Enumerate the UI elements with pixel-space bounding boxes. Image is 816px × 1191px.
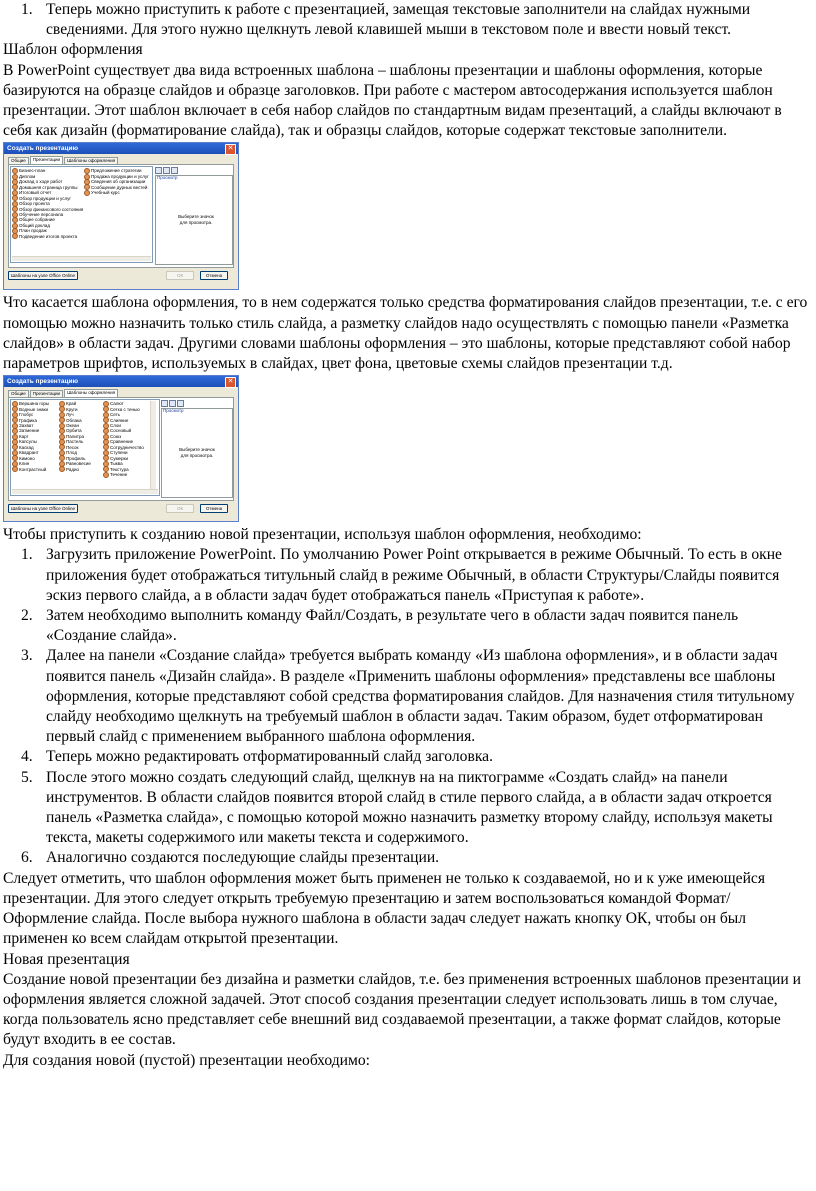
vertical-scrollbar[interactable] <box>150 401 156 489</box>
list-item <box>0 848 816 868</box>
list-item[interactable]: Каскад <box>12 445 49 450</box>
list-item[interactable]: Течение <box>103 472 144 477</box>
list-text: Далее на панели «Создание слайда» требуется выбрать команду «Из шаблона оформления», и в области задач появится панель «Дизайн слайда». В разделе «Применить шаблоны оформления» представлены все шаблоны оформления, которые представляют собой средства форматирования слайдов. Для назначения стиля титульному слайду необходимо щелкнуть на требуемый шаблон в области задач. Таким образом, будет отформатирован первый слайд с применением выбранного шаблона оформления. <box>46 647 795 746</box>
office-online-button[interactable]: Шаблоны на узле Office Online <box>8 504 78 513</box>
list-item <box>0 0 816 40</box>
list-item[interactable]: Водные знаки <box>12 407 49 412</box>
list-item[interactable]: Общее собрание <box>12 217 83 222</box>
tab-general[interactable]: Общие <box>8 157 29 164</box>
close-icon[interactable]: ✕ <box>225 377 236 388</box>
list-item <box>0 768 816 849</box>
list-item[interactable]: Равновесие <box>59 461 91 466</box>
list-item[interactable]: Вершина горы <box>12 401 49 406</box>
list-item[interactable]: Радио <box>59 466 91 471</box>
list-item[interactable]: Орбита <box>59 428 91 433</box>
list-item[interactable]: Край <box>59 401 91 406</box>
list-item[interactable]: План продаж <box>12 228 83 233</box>
preview-pane <box>161 408 233 498</box>
paragraph-template-types: В PowerPoint существует два вида встроенных шаблона – шаблоны презентации и шаблоны оформления, которые базируются на образце слайдов и образце заголовков. При работе с мастером автосодержания используется шаблон презентации. Этот шаблон включает в себя набор слайдов по стандартным видам презентаций, а слайды включают в себя как дизайн (форматирование слайда), так и образцы слайдов, которые содержат текстовые заполнители. <box>3 61 782 140</box>
list-item <box>0 646 816 747</box>
intro-list <box>0 0 816 40</box>
template-icon <box>12 233 18 239</box>
list-text: Теперь можно редактировать отформатированный слайд заголовка. <box>46 748 493 766</box>
template-column <box>12 401 49 472</box>
ok-button[interactable]: ОК <box>166 271 194 280</box>
template-column <box>59 401 91 472</box>
list-item[interactable]: Контрастный <box>12 466 49 471</box>
list-item[interactable]: Клин <box>12 461 49 466</box>
template-list[interactable] <box>10 166 153 263</box>
template-icon <box>84 190 90 196</box>
list-item[interactable]: Луч <box>59 412 91 417</box>
list-item[interactable]: Слои <box>103 423 144 428</box>
list-item[interactable]: Домашняя страница группы <box>12 185 83 190</box>
list-item <box>0 606 816 646</box>
paragraph-new-presentation: Создание новой презентации без дизайна и разметки слайдов, т.е. без применения встроенных шаблонов презентации и оформления является сложной задачей. Этот способ создания презентации следует использовать лишь в том случае, когда пользователь ясно представляет себе внешний вид создаваемой презентации, а также формат слайдов, которые будут входить в ее состав. <box>3 970 801 1049</box>
create-presentation-dialog-design-templates <box>3 375 239 522</box>
ok-button[interactable]: ОК <box>166 504 194 513</box>
list-item[interactable]: Союз <box>103 434 144 439</box>
list-text: Затем необходимо выполнить команду Файл/Создать, в результате чего в области задач появится панель «Создание слайда». <box>46 607 739 645</box>
list-item[interactable]: Сеть <box>103 412 144 417</box>
list-item[interactable]: Сообщение дурных вестей <box>84 185 149 190</box>
preview-label: Просмотр <box>163 408 184 414</box>
list-item[interactable]: Глобус <box>12 412 49 417</box>
horizontal-scrollbar[interactable] <box>12 256 151 261</box>
large-icons-view-icon[interactable] <box>155 167 162 174</box>
template-list[interactable] <box>10 399 160 496</box>
list-item[interactable]: Круги <box>59 407 91 412</box>
cancel-button[interactable]: Отмена <box>200 271 228 280</box>
list-number: 1. <box>21 546 33 564</box>
list-text: После этого можно создать следующий слайд, щелкнув на на пиктограмме «Создать слайд» на панели инструментов. В области слайдов появится второй слайд в стиле первого слайда, а в области задач откроется панель «Разметка слайда», с помощью которой можно назначить разметку второму слайду, используя макеты текста, макеты содержимого или макеты текста и содержимого. <box>46 768 773 847</box>
list-item[interactable]: Пастель <box>59 439 91 444</box>
heading-new-presentation: Новая презентация <box>3 950 130 968</box>
details-view-icon[interactable] <box>171 167 178 174</box>
paragraph-apply-template: Следует отметить, что шаблон оформления может быть применен не только к создаваемой, но и к уже имеющейся презентации. Для этого следует открыть требуемую презентацию и затем воспользоваться командой Формат/Оформление слайда. После выбора нужного шаблона в области задач следует нажать кнопку ОК, чтобы он был применен ко всем слайдам открытой презентации. <box>3 869 766 948</box>
list-item[interactable]: Захват <box>12 423 49 428</box>
tab-presentations[interactable]: Презентации <box>30 390 63 397</box>
close-icon[interactable]: ✕ <box>225 144 236 155</box>
list-item[interactable]: Обзор проекта <box>12 201 83 206</box>
list-item[interactable]: Предложение стратегии <box>84 168 149 173</box>
list-item[interactable]: Салют <box>103 401 144 406</box>
preview-hint: Выберите значок для просмотра. <box>178 214 214 225</box>
list-item[interactable]: Учебный курс <box>84 190 149 195</box>
list-item[interactable]: Сравнение <box>103 439 144 444</box>
list-text: Загрузить приложение PowerPoint. По умолчанию Power Point открывается в режиме Обычный. То есть в окне приложения будет отображаться титульный слайд в режиме Обычный, в области Структуры/Слайды появится эскиз первого слайда, а в области задач будет отображаться панель «Приступая к работе». <box>46 546 782 604</box>
list-item[interactable]: Тыква <box>103 461 144 466</box>
list-item[interactable]: Текстура <box>103 466 144 471</box>
list-item[interactable]: Профиль <box>59 456 91 461</box>
list-item[interactable]: Бизнес-план <box>12 168 83 173</box>
list-item[interactable]: Сотрудничество <box>103 445 144 450</box>
list-number: 4. <box>21 748 33 766</box>
list-view-icon[interactable] <box>163 167 170 174</box>
large-icons-view-icon[interactable] <box>161 400 168 407</box>
list-item[interactable]: Графика <box>12 418 49 423</box>
list-item[interactable]: Сумерки <box>103 456 144 461</box>
office-online-button[interactable]: Шаблоны на узле Office Online <box>8 271 78 280</box>
list-item[interactable]: Сосновый <box>103 428 144 433</box>
list-item[interactable]: Карт <box>12 434 49 439</box>
list-item[interactable]: Песок <box>59 445 91 450</box>
list-item[interactable]: Облака <box>59 418 91 423</box>
details-view-icon[interactable] <box>177 400 184 407</box>
list-number: 5. <box>21 768 33 786</box>
dialog-panel <box>8 164 234 268</box>
paragraph-blank-presentation: Для создания новой (пустой) презентации необходимо: <box>3 1051 371 1069</box>
dialog-title: Создать презентацию <box>4 143 238 154</box>
list-text: Аналогично создаются последующие слайды презентации. <box>46 849 440 867</box>
list-item[interactable]: Океан <box>59 423 91 428</box>
preview-label: Просмотр <box>157 175 178 181</box>
cancel-button[interactable]: Отмена <box>200 504 228 513</box>
dialog-tabs <box>8 157 119 164</box>
list-item[interactable]: Сетка с тенью <box>103 407 144 412</box>
list-item[interactable]: Подведение итогов проекта <box>12 234 83 239</box>
paragraph-howto: Чтобы приступить к созданию новой презентации, используя шаблон оформления, необходимо: <box>3 526 642 544</box>
heading-design-template: Шаблон оформления <box>3 41 143 59</box>
create-presentation-dialog-presentations <box>3 142 239 290</box>
template-icon <box>103 472 109 478</box>
dialog-title: Создать презентацию <box>4 376 238 387</box>
template-column <box>84 168 149 195</box>
list-item[interactable]: Общий доклад <box>12 223 83 228</box>
list-number: 6. <box>21 849 33 867</box>
list-item[interactable]: Обучение персонала <box>12 212 83 217</box>
tab-general[interactable]: Общие <box>8 390 29 397</box>
tab-presentations[interactable]: Презентации <box>30 156 63 164</box>
list-item <box>0 545 816 606</box>
list-item[interactable]: Кимоно <box>12 456 49 461</box>
tab-design-templates[interactable]: Шаблоны оформления <box>64 157 118 164</box>
list-text: Теперь можно приступить к работе с презентацией, замещая текстовые заполнители на слайдах нужными сведениями. Для этого нужно щелкнуть левой клавишей мыши в текстовом поле и ввести новый текст. <box>46 1 751 39</box>
horizontal-scrollbar[interactable] <box>12 489 158 494</box>
list-item[interactable]: Итоговый отчет <box>12 190 83 195</box>
view-buttons <box>161 400 185 407</box>
preview-pane <box>155 175 233 265</box>
list-view-icon[interactable] <box>169 400 176 407</box>
list-item[interactable]: Ступени <box>103 450 144 455</box>
dialog-panel <box>8 397 234 501</box>
template-column <box>12 168 83 239</box>
view-buttons <box>155 167 179 174</box>
preview-hint: Выберите значок для просмотра. <box>179 447 215 458</box>
list-number: 1. <box>21 1 33 18</box>
list-item[interactable]: Сведения об организации <box>84 179 149 184</box>
steps-list <box>0 545 816 868</box>
list-number: 3. <box>21 647 33 665</box>
list-item[interactable]: Обзор продукции и услуг <box>12 196 83 201</box>
list-number: 2. <box>21 607 33 625</box>
list-item[interactable]: Затмение <box>12 428 49 433</box>
tab-design-templates[interactable]: Шаблоны оформления <box>64 389 118 397</box>
template-icon <box>59 466 65 472</box>
list-item[interactable]: Плод <box>59 450 91 455</box>
list-item[interactable]: Слияние <box>103 418 144 423</box>
list-item <box>0 747 816 767</box>
list-item[interactable]: Доклад о ходе работ <box>12 179 83 184</box>
list-item[interactable]: Диплом <box>12 174 83 179</box>
list-item[interactable]: Продажа продукции и услуг <box>84 174 149 179</box>
list-item[interactable]: Палитра <box>59 434 91 439</box>
list-item[interactable]: Квадрант <box>12 450 49 455</box>
dialog-tabs <box>8 390 119 397</box>
list-item[interactable]: Капсулы <box>12 439 49 444</box>
list-item[interactable]: Обзор финансового состояния <box>12 206 83 211</box>
paragraph-design-template: Что касается шаблона оформления, то в нем содержатся только средства форматирования слайдов презентации, т.е. с его помощью можно назначить только стиль слайда, а разметку слайдов надо осуществлять с помощью панели «Разметка слайдов» в области задач. Другими словами шаблоны оформления – это шаблоны, которые представляют собой набор параметров шрифтов, используемых в слайдах, цвет фона, цветовые схемы слайдов презентации т.д. <box>3 294 808 373</box>
template-column <box>103 401 144 477</box>
template-icon <box>12 466 18 472</box>
